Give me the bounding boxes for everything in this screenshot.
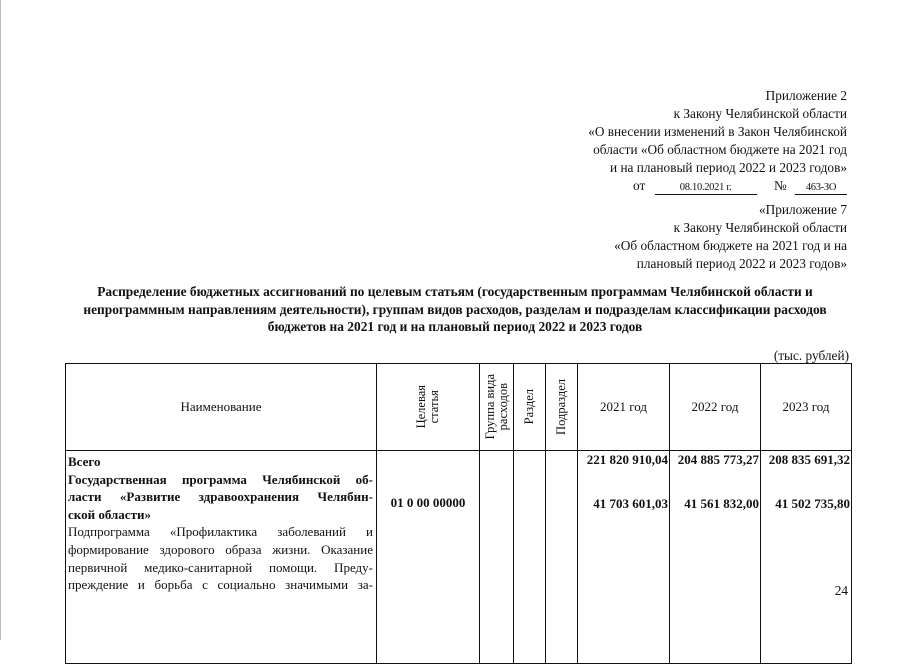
header-2022 [670, 364, 761, 451]
amount-2023-cell [761, 451, 852, 664]
program-2023: 41 502 735,80 [775, 495, 850, 511]
amount-2021-cell [578, 451, 670, 664]
header-subsection [546, 364, 578, 451]
page-number: 24 [834, 583, 848, 598]
header-target-label: Целевая статья [414, 385, 441, 429]
number-label: № [773, 178, 787, 193]
appendix-2-line: к Закону Челябинской области [673, 106, 847, 121]
law-number-value: 463-ЗО [795, 182, 847, 195]
program-code: 01 0 00 00000 [390, 495, 466, 510]
document-title [60, 283, 850, 336]
program-name-line: ской области» [68, 506, 151, 522]
amount-2022-cell [670, 451, 761, 664]
header-section-label: Раздел [522, 389, 536, 425]
appendix-2-line: «О внесении изменений в Закон Челябинской [588, 124, 847, 139]
appendix-2-line: Приложение 2 [765, 88, 847, 103]
header-group-label: Группа вида расходов [482, 374, 510, 440]
section-cell [514, 451, 546, 664]
scan-edge-line [0, 0, 1, 640]
appendix-2-date-number-line [633, 177, 847, 195]
header-name-label: Наименование [180, 399, 262, 414]
header-section [514, 364, 546, 451]
law-date-value: 08.10.2021 г. [655, 182, 757, 195]
subsection-cell [546, 451, 578, 664]
total-2021: 221 820 910,04 [586, 452, 668, 467]
group-cell [480, 451, 514, 664]
appendix-7-line: плановый период 2022 и 2023 годов» [636, 256, 847, 271]
appendix-7-line: к Закону Челябинской области [673, 220, 847, 235]
document-title-line: непрограммным направлениям деятельности), группам видов расходов, разделам и подразделам классификации расходов [83, 301, 827, 317]
appendix-7-block [614, 201, 847, 273]
program-2021: 41 703 601,03 [593, 495, 668, 511]
subprogram-name-line: Подпрограмма «Профилактика заболеваний и [68, 524, 373, 540]
document-title-line: Распределение бюджетных ассигнований по целевым статьям (государственным программам Челябинской области и [97, 284, 813, 299]
header-group [480, 364, 514, 451]
appendix-7-line: «Об областном бюджете на 2021 год и на [614, 238, 847, 253]
target-code-cell [377, 451, 480, 664]
header-2022-label: 2022 год [691, 399, 739, 414]
appendix-2-block [588, 87, 847, 195]
units-label: (тыс. рублей) [773, 348, 849, 363]
program-name-line: ласти «Развитие здравоохранения Челябин- [68, 489, 373, 505]
header-target [377, 364, 480, 451]
name-cell [66, 451, 377, 664]
total-2022: 204 885 773,27 [677, 452, 759, 467]
header-name [66, 364, 377, 451]
subprogram-name-line: первичной медико-санитарной помощи. Преду- [68, 559, 373, 575]
total-label: Всего [68, 454, 101, 469]
appendix-7-line: «Приложение 7 [759, 202, 847, 217]
program-name-line: Государственная программа Челябинской об- [68, 471, 373, 487]
document-title-line: бюджетов на 2021 год и на плановый период 2022 и 2023 годов [267, 319, 643, 335]
header-2021 [578, 364, 670, 451]
program-2022: 41 561 832,00 [684, 495, 759, 511]
table-header-row [66, 364, 852, 451]
appendix-2-line: области «Об областном бюджете на 2021 год [593, 142, 847, 157]
subprogram-name-line: формирование здорового образа жизни. Оказание [68, 541, 373, 557]
header-2021-label: 2021 год [600, 399, 647, 414]
total-2023: 208 835 691,32 [768, 452, 850, 467]
table-row [66, 451, 852, 664]
header-2023 [761, 364, 852, 451]
header-2023-label: 2023 год [782, 399, 830, 414]
appendix-2-line: и на плановый период 2022 и 2023 годов» [610, 160, 847, 175]
header-subsection-label: Подраздел [554, 379, 568, 435]
subprogram-name-line: преждение и борьба с социально значимыми за- [68, 577, 373, 593]
budget-table [65, 363, 852, 664]
from-label: от [633, 178, 646, 193]
